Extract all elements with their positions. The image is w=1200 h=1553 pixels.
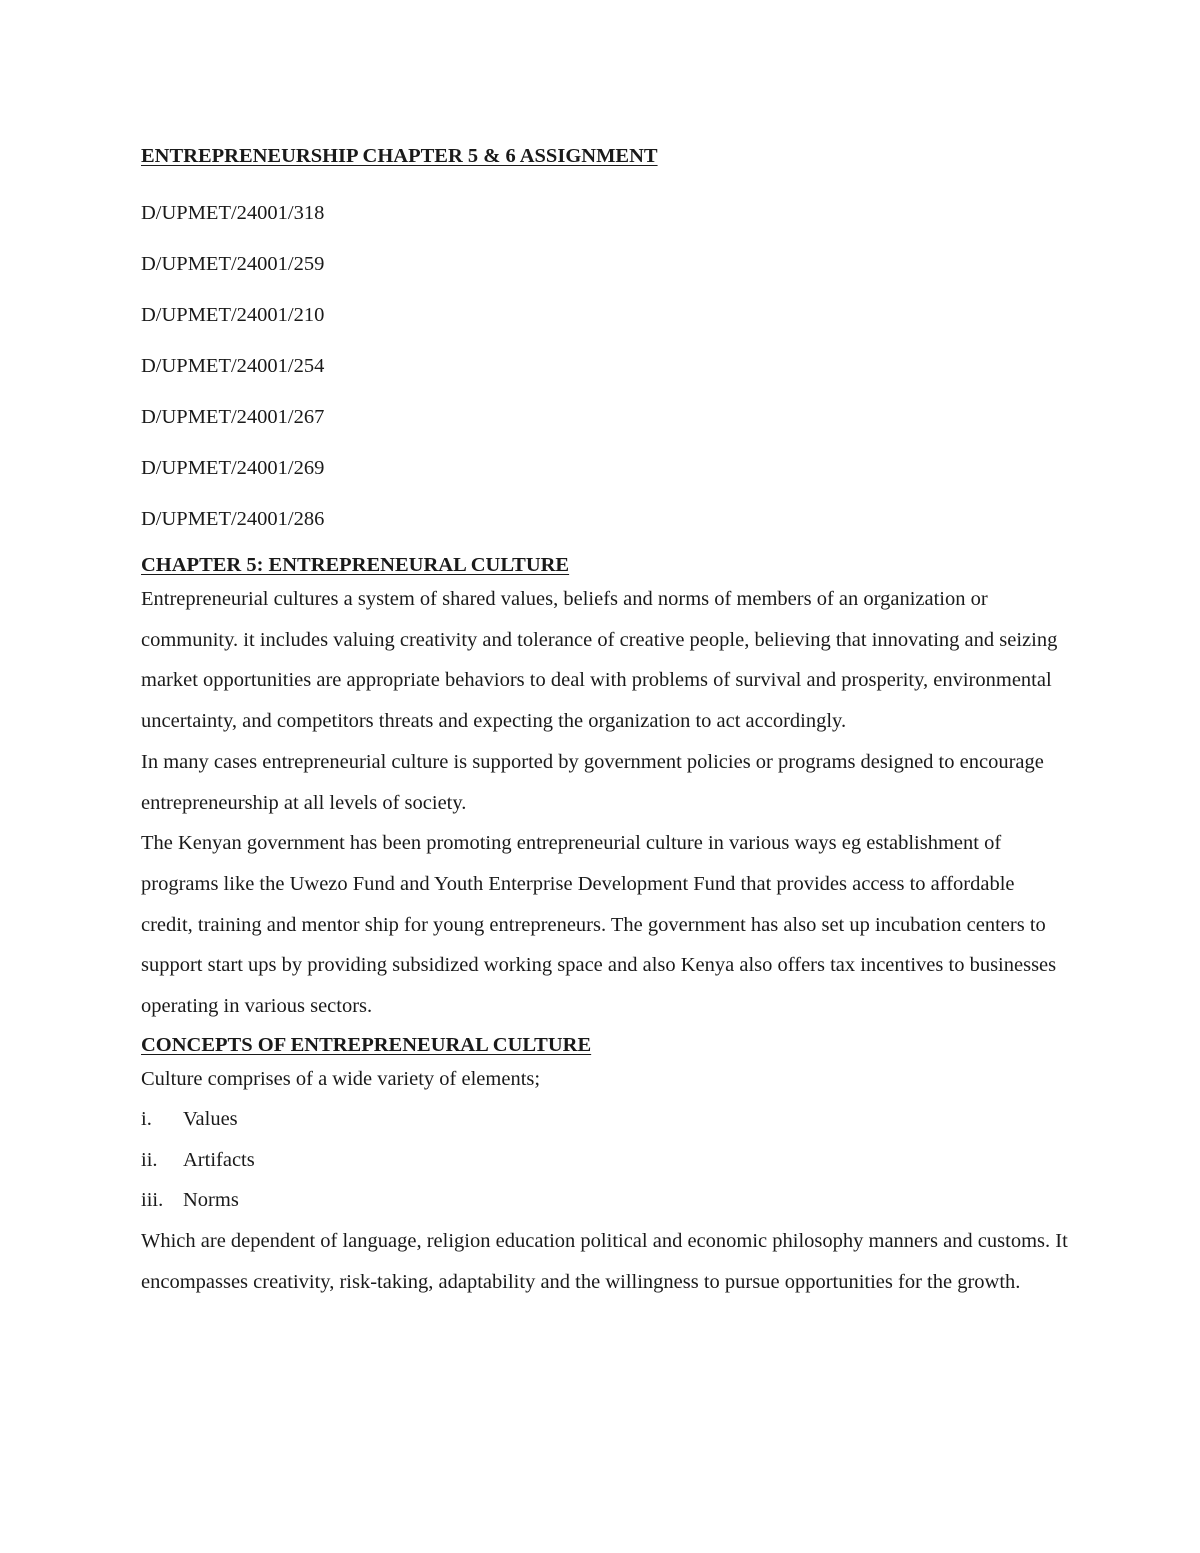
registration-number-list [141, 188, 1071, 545]
concepts-heading: CONCEPTS OF ENTREPRENEURAL CULTURE [141, 1033, 592, 1056]
registration-number: D/UPMET/24001/286 [141, 508, 325, 530]
registration-number: D/UPMET/24001/267 [141, 406, 325, 428]
list-item [141, 1099, 1071, 1140]
list-item-number: iii. [141, 1189, 164, 1212]
list-item [141, 1180, 1071, 1221]
culture-elements-list [141, 1099, 1071, 1221]
chapter5-paragraph: Entrepreneurial cultures a system of shared values, beliefs and norms of members of an organization or community. it includes valuing creativity and tolerance of creative people, believing that innovating and seizing market opportunities are appropriate behaviors to deal with problems of survival and prosperity, environmental uncertainty, and competitors threats and expecting the organization to act accordingly. [141, 588, 1058, 733]
list-item-text: Values [183, 1108, 238, 1131]
list-item-text: Norms [183, 1189, 239, 1212]
list-item [141, 1140, 1071, 1181]
registration-number: D/UPMET/24001/318 [141, 202, 325, 224]
registration-number: D/UPMET/24001/254 [141, 355, 325, 377]
registration-number: D/UPMET/24001/210 [141, 304, 325, 326]
concepts-intro: Culture comprises of a wide variety of elements; [141, 1067, 541, 1090]
registration-number: D/UPMET/24001/269 [141, 457, 325, 479]
chapter5-paragraph: In many cases entrepreneurial culture is supported by government policies or programs designed to encourage entrepreneurship at all levels of society. [141, 750, 1044, 814]
document-title: ENTREPRENEURSHIP CHAPTER 5 & 6 ASSIGNMENT [141, 145, 658, 167]
registration-number: D/UPMET/24001/259 [141, 253, 325, 275]
chapter5-paragraph: The Kenyan government has been promoting entrepreneurial culture in various ways eg establishment of programs like the Uwezo Fund and Youth Enterprise Development Fund that provides access to affordable credit, training and mentor ship for young entrepreneurs. The government has also set up incubation centers to support start ups by providing subsidized working space and also Kenya also offers tax incentives to businesses operating in various sectors. [141, 832, 1057, 1018]
list-item-number: ii. [141, 1148, 158, 1171]
concepts-closing-paragraph: Which are dependent of language, religion education political and economic philosophy manners and customs. It encompasses creativity, risk-taking, adaptability and the willingness to pursue opportunities for the growth. [141, 1229, 1068, 1293]
list-item-number: i. [141, 1108, 152, 1131]
chapter5-heading: CHAPTER 5: ENTREPRENEURAL CULTURE [141, 554, 570, 576]
document-page [141, 138, 1071, 1302]
list-item-text: Artifacts [183, 1148, 255, 1171]
